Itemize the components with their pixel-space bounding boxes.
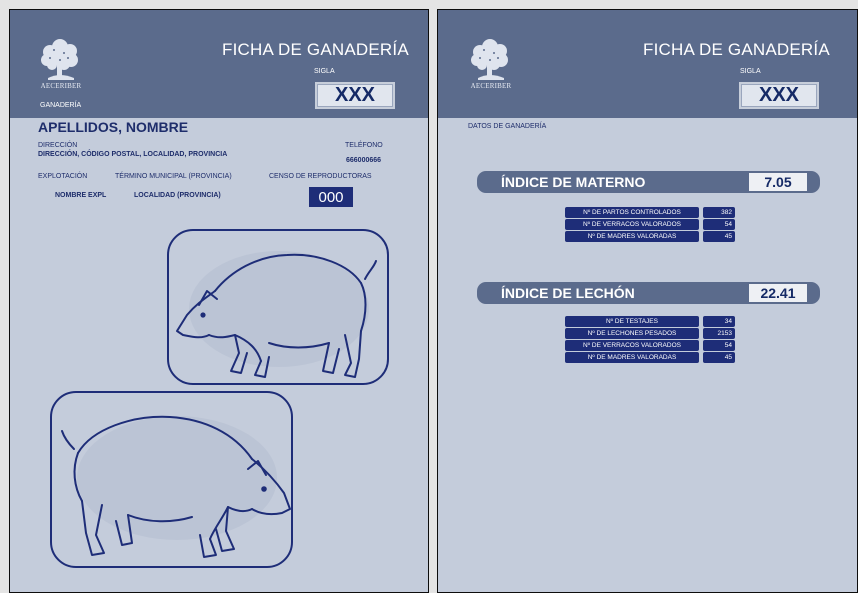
localidad: LOCALIDAD (PROVINCIA) (134, 192, 221, 199)
direccion-value: DIRECCIÓN, CÓDIGO POSTAL, LOCALIDAD, PROVINCIA (38, 151, 228, 158)
stat-value: 382 (703, 207, 735, 218)
card-header (10, 10, 428, 118)
oak-tree-logo-icon (466, 38, 516, 90)
pig-frame-lower (50, 391, 293, 568)
stat-value: 2153 (703, 328, 735, 339)
indice-lechon-bar (477, 282, 820, 304)
iberian-pig-icon (169, 231, 389, 385)
datos-ganaderia-label: DATOS DE GANADERÍA (468, 123, 547, 130)
ficha-card-right (437, 9, 858, 593)
indice-materno-value: 7.05 (749, 173, 807, 191)
censo-label: CENSO DE REPRODUCTORAS (269, 173, 372, 180)
sigla-value: XXX (315, 82, 395, 109)
stat-label: Nº DE VERRACOS VALORADOS (565, 340, 699, 351)
pig-frame-upper (167, 229, 389, 385)
stat-value: 54 (703, 340, 735, 351)
sigla-label: SIGLA (314, 68, 335, 75)
stat-value: 34 (703, 316, 735, 327)
indice-lechon-label: ÍNDICE DE LECHÓN (501, 285, 635, 301)
page-title: FICHA DE GANADERÍA (643, 40, 830, 59)
ganaderia-label: GANADERÍA (40, 102, 82, 109)
sigla-value: XXX (739, 82, 819, 109)
oak-tree-logo-icon (36, 38, 86, 90)
indice-materno-label: ÍNDICE DE MATERNO (501, 174, 646, 190)
telefono-value: 666000666 (346, 157, 382, 164)
censo-value: 000 (309, 187, 353, 207)
card-header (438, 10, 857, 118)
stat-label: Nº DE MADRES VALORADAS (565, 352, 699, 363)
stat-label: Nº DE MADRES VALORADAS (565, 231, 699, 242)
telefono-label: TELÉFONO (345, 142, 383, 149)
nombre-expl: NOMBRE EXPL (55, 192, 107, 199)
logo-text: AECERIBER (470, 82, 512, 90)
direccion-label: DIRECCIÓN (38, 142, 78, 149)
stat-label: Nº DE VERRACOS VALORADOS (565, 219, 699, 230)
page-title: FICHA DE GANADERÍA (222, 40, 409, 59)
stat-label: Nº DE TESTAJES (565, 316, 699, 327)
stat-label: Nº DE PARTOS CONTROLADOS (565, 207, 699, 218)
indice-materno-bar (477, 171, 820, 193)
logo-text: AECERIBER (40, 82, 82, 90)
stat-label: Nº DE LECHONES PESADOS (565, 328, 699, 339)
termino-label: TÉRMINO MUNICIPAL (PROVINCIA) (115, 173, 232, 180)
iberian-pig-icon (52, 393, 293, 568)
stat-value: 45 (703, 231, 735, 242)
ficha-card-left (9, 9, 429, 593)
indice-lechon-value: 22.41 (749, 284, 807, 302)
owner-name: APELLIDOS, NOMBRE (38, 119, 189, 135)
sigla-label: SIGLA (740, 68, 761, 75)
stat-value: 54 (703, 219, 735, 230)
explotacion-label: EXPLOTACIÓN (38, 173, 88, 180)
stat-value: 45 (703, 352, 735, 363)
